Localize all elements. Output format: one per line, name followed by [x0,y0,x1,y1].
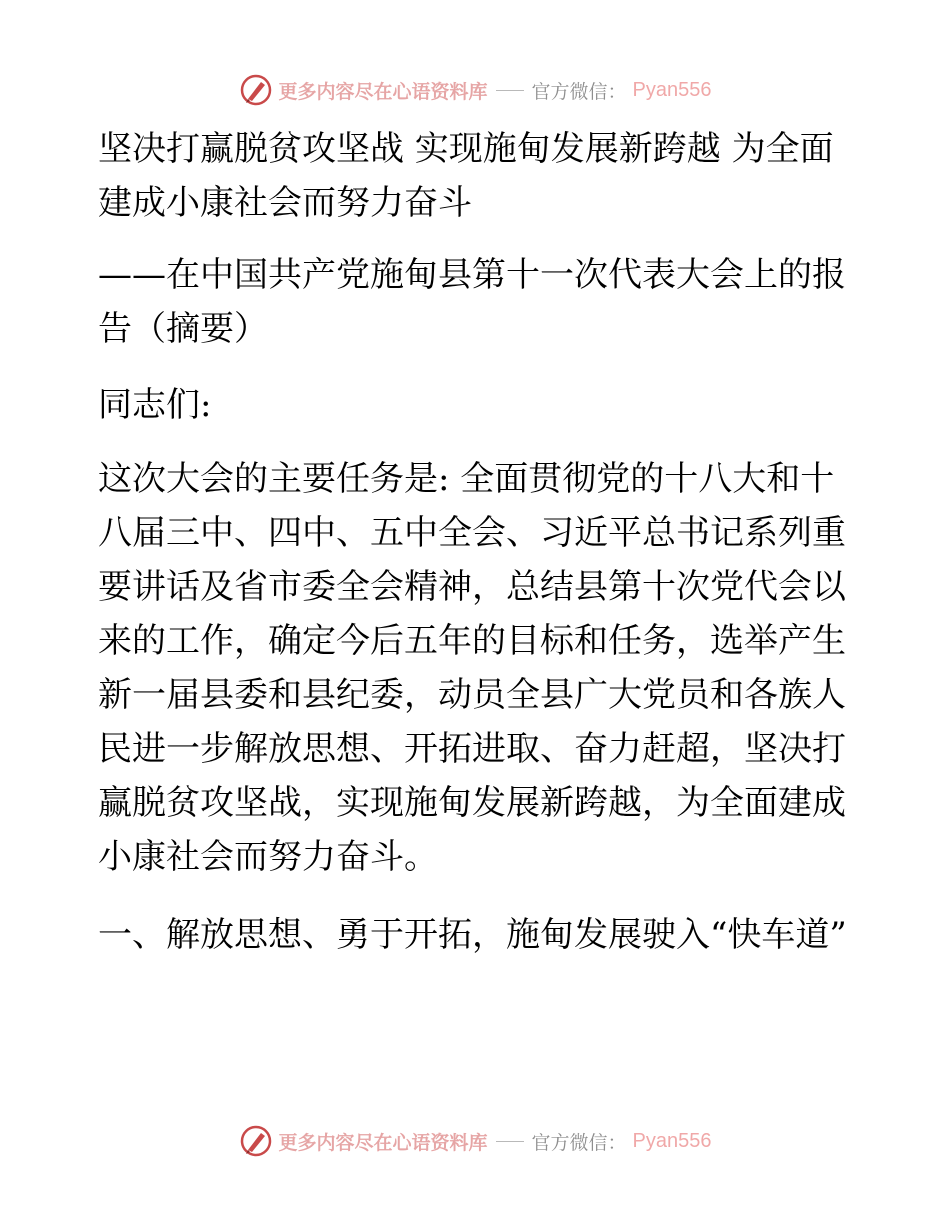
quill-pen-logo-icon [239,73,273,107]
footer-watermark [0,1123,950,1159]
watermark-site-text: 更多内容尽在心语资料库 [278,1131,488,1154]
header-watermark [0,72,950,108]
watermark-dash [496,90,524,91]
watermark-wechat-id: Pyan556 [632,1129,712,1152]
document-title: 坚决打赢脱贫攻坚战 实现施甸发展新跨越 为全面建成小康社会而努力奋斗 [98,129,834,223]
salutation: 同志们: [98,385,212,425]
document-body [98,122,850,962]
watermark-wechat-label: 官方微信： [531,1131,627,1154]
watermark-dash [496,1141,524,1142]
watermark-wechat-id: Pyan556 [632,78,712,101]
section-heading: 一、解放思想、勇于开拓，施甸发展驶入“快车道” [98,915,847,955]
document-subtitle: ——在中国共产党施甸县第十一次代表大会上的报告（摘要） [98,255,846,349]
watermark-wechat-label: 官方微信： [531,80,627,103]
quill-pen-logo-icon [239,1124,273,1158]
watermark-site-text: 更多内容尽在心语资料库 [278,80,488,103]
body-paragraph: 这次大会的主要任务是: 全面贯彻党的十八大和十八届三中、四中、五中全会、习近平总书记系列重要讲话及省市委全会精神，总结县第十次党代会以来的工作，确定今后五年的目标和任务，选举产生新一届县委和县纪委，动员全县广大党员和各族人民进一步解放思想、开拓进取、奋力赶超，坚决打赢脱贫攻坚战，实现施甸发展新跨越，为全面建成小康社会而努力奋斗。 [98,459,846,877]
